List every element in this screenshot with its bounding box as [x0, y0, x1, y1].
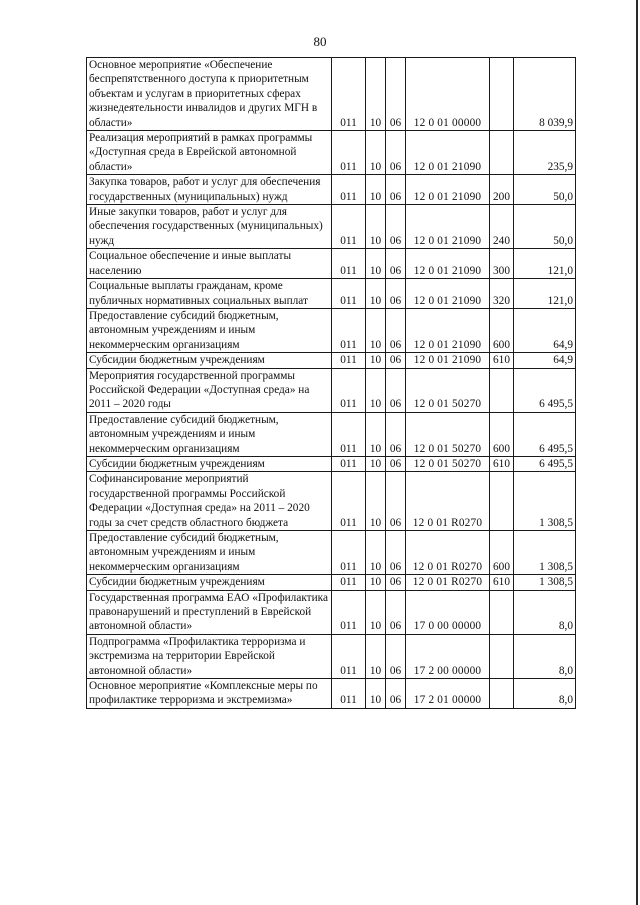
row-amount-cell: 50,0: [514, 205, 576, 249]
row-target-article-cell: 12 0 01 00000: [406, 58, 490, 131]
table-row: [87, 205, 576, 249]
table-row: [87, 472, 576, 531]
row-target-article-cell: 12 0 01 50270: [406, 456, 490, 471]
row-grbs-cell: 011: [332, 205, 366, 249]
row-grbs-cell: 011: [332, 679, 366, 709]
row-name-cell: Закупка товаров, работ и услуг для обеспечения государственных (муниципальных) нужд: [87, 175, 332, 205]
row-subsection-cell: 06: [386, 308, 406, 352]
row-section-cell: 10: [366, 679, 386, 709]
row-amount-cell: 64,9: [514, 308, 576, 352]
row-section-cell: 10: [366, 249, 386, 279]
row-grbs-cell: 011: [332, 249, 366, 279]
row-grbs-cell: 011: [332, 531, 366, 575]
row-amount-cell: 235,9: [514, 131, 576, 175]
row-amount-cell: 6 495,5: [514, 368, 576, 412]
table-row: [87, 575, 576, 590]
row-section-cell: 10: [366, 575, 386, 590]
row-grbs-cell: 011: [332, 131, 366, 175]
row-target-article-cell: 12 0 01 21090: [406, 249, 490, 279]
row-target-article-cell: 12 0 01 21090: [406, 353, 490, 368]
row-expense-type-cell: [490, 634, 514, 678]
row-subsection-cell: 06: [386, 575, 406, 590]
budget-table: [86, 57, 576, 709]
row-grbs-cell: 011: [332, 575, 366, 590]
row-section-cell: 10: [366, 58, 386, 131]
row-grbs-cell: 011: [332, 368, 366, 412]
row-expense-type-cell: 600: [490, 531, 514, 575]
row-expense-type-cell: 300: [490, 249, 514, 279]
row-amount-cell: 8,0: [514, 590, 576, 634]
row-expense-type-cell: [490, 590, 514, 634]
row-subsection-cell: 06: [386, 634, 406, 678]
row-section-cell: 10: [366, 279, 386, 309]
row-grbs-cell: 011: [332, 58, 366, 131]
row-subsection-cell: 06: [386, 368, 406, 412]
row-grbs-cell: 011: [332, 456, 366, 471]
row-target-article-cell: 12 0 01 21090: [406, 175, 490, 205]
row-amount-cell: 1 308,5: [514, 472, 576, 531]
table-row: [87, 353, 576, 368]
row-target-article-cell: 12 0 01 50270: [406, 412, 490, 456]
row-name-cell: Предоставление субсидий бюджетным, автономным учреждениям и иным некоммерческим организациям: [87, 412, 332, 456]
row-section-cell: 10: [366, 456, 386, 471]
row-target-article-cell: 17 2 01 00000: [406, 679, 490, 709]
row-amount-cell: 8,0: [514, 634, 576, 678]
row-amount-cell: 50,0: [514, 175, 576, 205]
row-expense-type-cell: [490, 679, 514, 709]
row-expense-type-cell: 600: [490, 412, 514, 456]
row-subsection-cell: 06: [386, 456, 406, 471]
row-section-cell: 10: [366, 353, 386, 368]
row-amount-cell: 8 039,9: [514, 58, 576, 131]
row-target-article-cell: 12 0 01 R0270: [406, 531, 490, 575]
row-section-cell: 10: [366, 472, 386, 531]
row-expense-type-cell: 610: [490, 456, 514, 471]
row-amount-cell: 121,0: [514, 249, 576, 279]
table-row: [87, 634, 576, 678]
row-name-cell: Социальное обеспечение и иные выплаты населению: [87, 249, 332, 279]
table-row: [87, 249, 576, 279]
table-row: [87, 531, 576, 575]
row-section-cell: 10: [366, 531, 386, 575]
row-expense-type-cell: 600: [490, 308, 514, 352]
row-name-cell: Предоставление субсидий бюджетным, автономным учреждениям и иным некоммерческим организациям: [87, 531, 332, 575]
row-target-article-cell: 12 0 01 21090: [406, 131, 490, 175]
row-target-article-cell: 12 0 01 21090: [406, 308, 490, 352]
row-amount-cell: 8,0: [514, 679, 576, 709]
row-grbs-cell: 011: [332, 412, 366, 456]
row-target-article-cell: 12 0 01 50270: [406, 368, 490, 412]
page-number: 80: [313, 34, 327, 49]
row-amount-cell: 6 495,5: [514, 456, 576, 471]
budget-table-body: [87, 58, 576, 709]
row-expense-type-cell: [490, 131, 514, 175]
table-row: [87, 679, 576, 709]
row-subsection-cell: 06: [386, 531, 406, 575]
row-target-article-cell: 12 0 01 21090: [406, 205, 490, 249]
row-subsection-cell: 06: [386, 679, 406, 709]
row-name-cell: Иные закупки товаров, работ и услуг для обеспечения государственных (муниципальных) нужд: [87, 205, 332, 249]
row-expense-type-cell: 610: [490, 353, 514, 368]
table-row: [87, 58, 576, 131]
table-row: [87, 175, 576, 205]
row-subsection-cell: 06: [386, 175, 406, 205]
row-name-cell: Государственная программа ЕАО «Профилактика правонарушений и преступлений в Еврейской автономной области»: [87, 590, 332, 634]
row-subsection-cell: 06: [386, 353, 406, 368]
row-expense-type-cell: [490, 58, 514, 131]
row-subsection-cell: 06: [386, 279, 406, 309]
row-section-cell: 10: [366, 205, 386, 249]
row-target-article-cell: 12 0 01 R0270: [406, 472, 490, 531]
row-section-cell: 10: [366, 590, 386, 634]
row-amount-cell: 1 308,5: [514, 531, 576, 575]
row-name-cell: Подпрограмма «Профилактика терроризма и экстремизма на территории Еврейской автономной области»: [87, 634, 332, 678]
row-name-cell: Субсидии бюджетным учреждениям: [87, 353, 332, 368]
row-grbs-cell: 011: [332, 590, 366, 634]
row-grbs-cell: 011: [332, 175, 366, 205]
row-section-cell: 10: [366, 634, 386, 678]
row-name-cell: Субсидии бюджетным учреждениям: [87, 456, 332, 471]
row-target-article-cell: 12 0 01 R0270: [406, 575, 490, 590]
row-subsection-cell: 06: [386, 412, 406, 456]
scan-edge: [636, 0, 638, 905]
table-row: [87, 412, 576, 456]
row-expense-type-cell: [490, 368, 514, 412]
row-target-article-cell: 12 0 01 21090: [406, 279, 490, 309]
row-expense-type-cell: 320: [490, 279, 514, 309]
table-row: [87, 279, 576, 309]
row-grbs-cell: 011: [332, 308, 366, 352]
table-row: [87, 131, 576, 175]
row-section-cell: 10: [366, 308, 386, 352]
row-expense-type-cell: 200: [490, 175, 514, 205]
row-grbs-cell: 011: [332, 634, 366, 678]
row-expense-type-cell: [490, 472, 514, 531]
row-name-cell: Софинансирование мероприятий государственной программы Российской Федерации «Доступная среда» на 2011 – 2020 годы за счет средств областного бюджета: [87, 472, 332, 531]
row-subsection-cell: 06: [386, 131, 406, 175]
row-name-cell: Реализация мероприятий в рамках программы «Доступная среда в Еврейской автономной области»: [87, 131, 332, 175]
row-grbs-cell: 011: [332, 472, 366, 531]
row-amount-cell: 64,9: [514, 353, 576, 368]
row-name-cell: Мероприятия государственной программы Российской Федерации «Доступная среда» на 2011 – 2020 годы: [87, 368, 332, 412]
row-section-cell: 10: [366, 368, 386, 412]
row-target-article-cell: 17 2 00 00000: [406, 634, 490, 678]
row-name-cell: Основное мероприятие «Обеспечение беспрепятственного доступа к приоритетным объектам и услугам в приоритетных сферах жизнедеятельности инвалидов и других МГН в области»: [87, 58, 332, 131]
table-row: [87, 308, 576, 352]
row-grbs-cell: 011: [332, 279, 366, 309]
row-subsection-cell: 06: [386, 472, 406, 531]
table-row: [87, 456, 576, 471]
row-subsection-cell: 06: [386, 58, 406, 131]
row-name-cell: Основное мероприятие «Комплексные меры по профилактике терроризма и экстремизма»: [87, 679, 332, 709]
row-name-cell: Социальные выплаты гражданам, кроме публичных нормативных социальных выплат: [87, 279, 332, 309]
row-amount-cell: 6 495,5: [514, 412, 576, 456]
row-section-cell: 10: [366, 175, 386, 205]
row-expense-type-cell: 610: [490, 575, 514, 590]
row-subsection-cell: 06: [386, 205, 406, 249]
table-row: [87, 590, 576, 634]
row-expense-type-cell: 240: [490, 205, 514, 249]
row-name-cell: Субсидии бюджетным учреждениям: [87, 575, 332, 590]
row-subsection-cell: 06: [386, 249, 406, 279]
row-amount-cell: 1 308,5: [514, 575, 576, 590]
row-target-article-cell: 17 0 00 00000: [406, 590, 490, 634]
row-subsection-cell: 06: [386, 590, 406, 634]
row-section-cell: 10: [366, 412, 386, 456]
row-amount-cell: 121,0: [514, 279, 576, 309]
table-row: [87, 368, 576, 412]
row-section-cell: 10: [366, 131, 386, 175]
row-name-cell: Предоставление субсидий бюджетным, автономным учреждениям и иным некоммерческим организациям: [87, 308, 332, 352]
row-grbs-cell: 011: [332, 353, 366, 368]
